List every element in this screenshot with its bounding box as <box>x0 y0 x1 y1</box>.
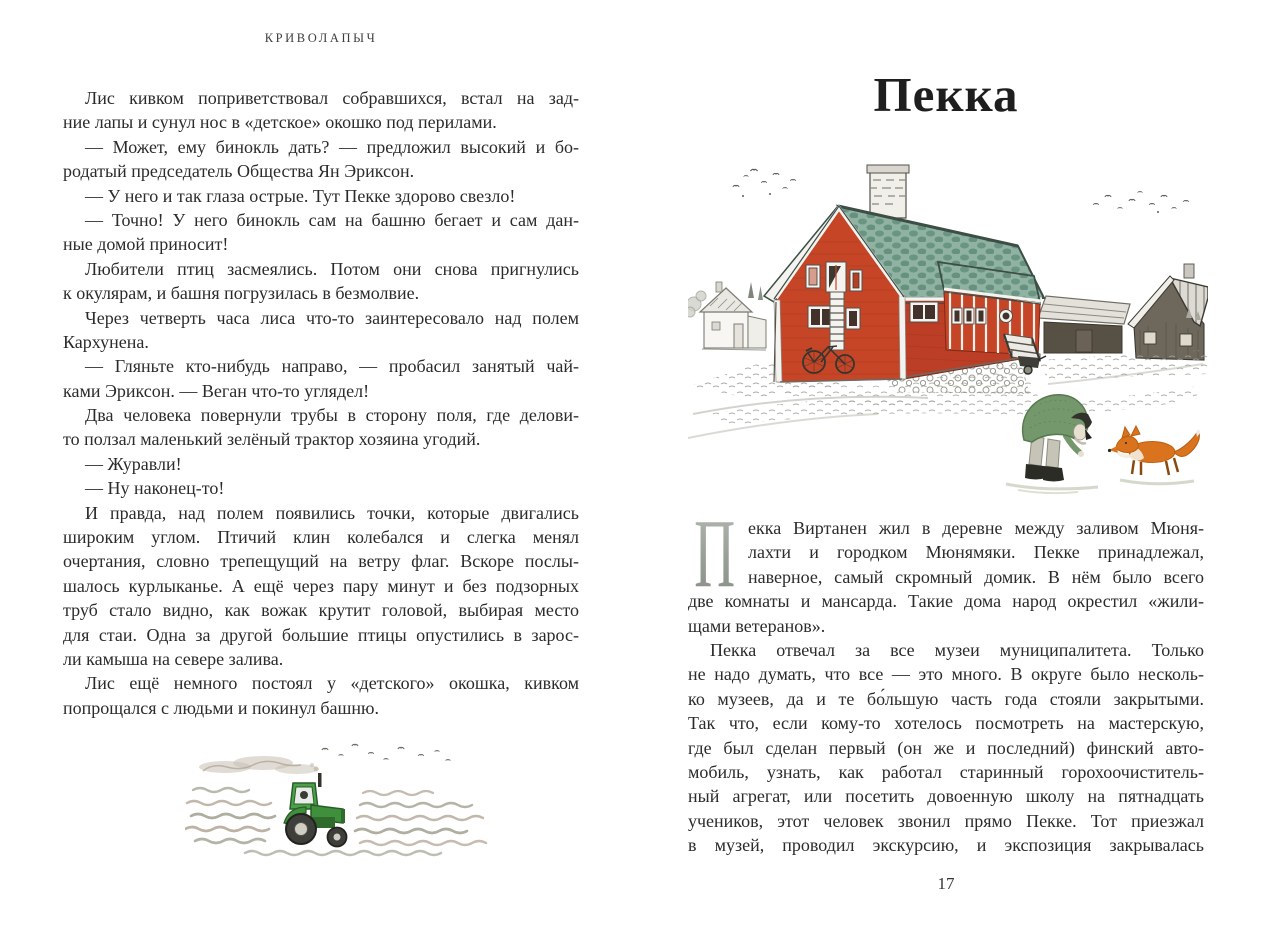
text-line: Через четверть часа лиса что-то заинтересовало над полем <box>85 307 579 328</box>
text-line: родатый председатель Общества Ян Эриксон. <box>63 161 415 182</box>
right-page-text <box>688 516 1204 857</box>
text-line: — Может, ему бинокль дать? — предложил высокий и бо- <box>85 136 579 157</box>
text-line: в музей, проводил экскурсию, и экспозиция закрывалась <box>688 835 1204 856</box>
text-line: И правда, над полем появились точки, которые двигались <box>85 502 579 523</box>
text-line: ный агрегат, или посетить довоенную школу на пятнадцать <box>688 786 1204 807</box>
text-line: широким углом. Птичий клин колебался и слегка менял <box>63 527 579 548</box>
text-line: для стаи. Одна за другой большие птицы опустились в зарос- <box>63 624 579 645</box>
text-line: Лис кивком поприветствовал собравшихся, встал на зад- <box>85 88 579 108</box>
red-house <box>764 165 1046 382</box>
birds-icon <box>322 744 451 760</box>
text-line: ками Эриксон. — Веган что-то углядел! <box>63 380 370 401</box>
ladder <box>830 292 844 350</box>
birds-icon <box>733 169 1189 213</box>
text-line: очертания, словно трепещущий на ветру флаг. Вскоре послы- <box>63 551 579 572</box>
text-line: где был сделан первый (он же и последний) финский авто- <box>688 737 1204 758</box>
text-line: — У него и так глаза острые. Тут Пекке здорово свезло! <box>85 185 516 206</box>
text-line: — Гляньте кто-нибудь направо, — пробасил занятый чай- <box>85 356 579 377</box>
text-line: попрощался с людьми и покинул башню. <box>63 697 379 718</box>
text-line: Кархунена. <box>63 331 149 352</box>
text-line: ные домой приносит! <box>63 234 229 255</box>
text-line: — Точно! У него бинокль сам на башню бегает и сам дан- <box>85 209 579 230</box>
white-cottage <box>700 282 766 350</box>
gray-barn <box>1038 296 1130 353</box>
text-line: учеников, этот человек звонил прямо Пекке. Тот приезжал <box>688 810 1204 831</box>
fox-figure <box>1108 426 1200 484</box>
text-line: к окулярам, и башня погрузилась в безмолвие. <box>63 283 420 304</box>
text-line: Любители птиц засмеялись. Потом они снова пригнулись <box>85 258 579 279</box>
text-line: не надо думать, что все — это много. В округе было несколь- <box>688 664 1204 685</box>
text-line: ние лапы и сунул нос в «детское» окошко под перилами. <box>63 112 497 133</box>
gray-house <box>1128 264 1208 360</box>
text-line: ли камыша на севере залива. <box>63 648 284 669</box>
village-illustration <box>688 146 1208 510</box>
text-line: мобиль, узнать, как работал старинный горохоочиститель- <box>688 761 1204 782</box>
text-line: щами ветеранов». <box>688 615 826 636</box>
drop-cap-letter: П <box>694 520 736 590</box>
page-number: 17 <box>937 874 955 893</box>
chapter-title: Пекка <box>873 67 1019 122</box>
text-line: Пекка отвечал за все музеи муниципалитета. Только <box>710 639 1204 660</box>
text-line: то ползал маленький зелёный трактор хозяина угодий. <box>63 429 481 450</box>
text-line: Лис ещё немного постоял у «детского» окошка, кивком <box>85 673 579 694</box>
text-line: две комнаты и мансарда. Такие дома народ окрестил «жили- <box>688 591 1204 612</box>
tractor-icon <box>284 763 347 847</box>
text-line: — Ну наконец-то! <box>85 478 225 499</box>
text-line: лахти и городком Мюнямяки. Пекке принадлежал, <box>748 542 1204 563</box>
text-line: наверное, самый скромный домик. В нём было всего <box>748 566 1204 587</box>
running-header: КРИВОЛАПЫЧ <box>264 31 378 45</box>
text-line: труб стало видно, как вожак крутит головой, выбирая место <box>63 600 579 621</box>
text-line: ко музеев, да и те бо́льшую часть года стояли закрытыми. <box>688 688 1204 709</box>
left-page-text <box>63 86 579 720</box>
text-line: Два человека повернули трубы в сторону поля, где делови- <box>85 405 579 426</box>
tractor-field-illustration <box>185 733 515 873</box>
text-line: — Журавли! <box>85 453 182 474</box>
text-line: екка Виртанен жил в деревне между заливом Мюня- <box>748 518 1204 538</box>
chimney <box>867 165 909 218</box>
dust-cloud <box>199 756 319 774</box>
text-line: Так что, если кому-то хотелось посмотреть на мастерскую, <box>688 713 1204 734</box>
text-line: шалось курлыканье. А ещё через пару минут и без подзорных <box>63 575 579 596</box>
